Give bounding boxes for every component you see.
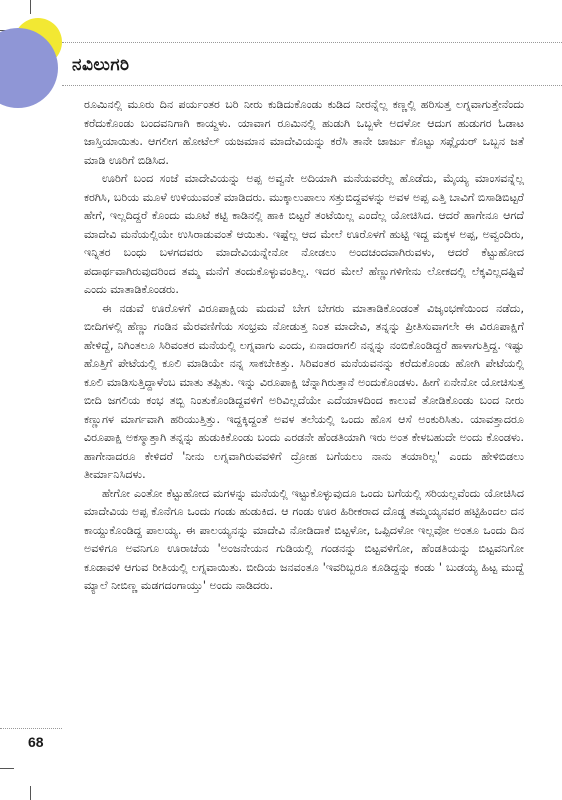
running-head: ನವಿಲುಗರಿ xyxy=(72,55,130,75)
page-number: 68 xyxy=(28,734,44,750)
header-rule-bottom xyxy=(62,85,562,86)
crop-mark-bottom-left xyxy=(30,786,31,800)
paragraph-4: ಹೇಗೋ ಎಂತೋ ಕೆಟ್ಟುಹೋದ ಮಗಳನ್ನು ಮನೆಯಲ್ಲಿ ಇಟ್ಟುಕೊಳ್ಳುವುದೂ ಒಂದು ಬಗೆಯಲ್ಲಿ ಸರಿಯಲ್ಲವೆಂದು ಯೋಚಿಸಿದ ಮಾದೇವಿಯ ಅಪ್ಪ ಕೊನೆಗೂ ಒಂದು ಗಂಡು ಹುಡುಕಿದ. ಆ ಗಂಡು ಊರ ಹಿರೀಕರಾದ ದೊಡ್ಡ ತಮ್ಮಯ್ಯನವರ ಹಟ್ಟಿಹಿಂದಲ ದನ ಕಾಯ್ದುಕೊಂಡಿದ್ದ ಪಾಲಯ್ಯ. ಈ ಪಾಲಯ್ಯನನ್ನು ಮಾದೇವಿ ನೋಡಿದಾಕೆ ಬಿಟ್ಟಳೋ, ಒಪ್ಪಿದಳೋ ಇಲ್ಲವೋ ಅಂತೂ ಒಂದು ದಿನ ಅವಳಿಗೂ ಅವನಿಗೂ ಊರಾಚೆಯ 'ಅಂಜನೇಯನ ಗುಡಿಯಲ್ಲಿ ಗಂಡನನ್ನು ಬಿಟ್ಟವಳಿಗೋ, ಹೆಂಡತಿಯನ್ನು ಬಿಟ್ಟವನಿಗೋ ಕೂಡಾವಳಿ ಆಗುವ ರೀತಿಯಲ್ಲಿ ಲಗ್ನವಾಯಿತು. ಬೀದಿಯ ಜನವಂತೂ 'ಇವರಿಬ್ಬರೂ ಕೂಡಿದ್ದನ್ನು ಕಂಡು ' ಬುಡಯ್ಯ ಹಿಟ್ಟ ಮುದ್ದೆ ಮ್ಯಾಲೆ ನೀಬಿಣ್ಣ ಮಡಗದಂಗಾಯ್ತು' ಅಂದು ನಾಡಿದರು. xyxy=(84,486,524,592)
paragraph-3: ಈ ನಡುವೆ ಊರೊಳಗೆ ವಿರೂಪಾಕ್ಷಿಯ ಮದುವೆ ಬೇಗ ಬೇಗರು ಮಾತಾಡಿಕೊಂಡಂತೆ ವಿಜೃಂಭಣೆಯಿಂದ ನಡೆದು, ಬೀದಿಗಳಲ್ಲಿ ಹೆಣ್ಣು ಗಂಡಿನ ಮೆರವಣಿಗೆಯ ಸಂಭ್ರಮ ನೋಡುತ್ತ ನಿಂತ ಮಾದೇವಿ, ತನ್ನನ್ನು ಪ್ರೀತಿಸುವಾಗಲೇ ಈ ವಿರೂಪಾಕ್ಷಿಗೆ ಹೇಳಿದ್ದೆ, ನಿಗಿಂತಲೂ ಸಿರಿವಂತರ ಮನೆಯಲ್ಲಿ ಲಗ್ನವಾಗು ಎಂದು, ಏನಾದರಾಗಲಿ ನನ್ನನ್ನು ನಂಬಿಕೊಂಡಿದ್ದರೆ ಹಾಳಾಗುತ್ತಿದ್ದ. ಇಷ್ಟು ಹೊತ್ತಿಗೆ ಪೇಟೆಯಲ್ಲಿ ಕೂಲಿ ಮಾಡಿಯೇ ನನ್ನ ಸಾಕಬೇಕಿತ್ತು. ಸಿರಿವಂತರ ಮನೆಯವನನ್ನು ಕರೆದುಕೊಂಡು ಹೋಗಿ ಪೇಟೆಯಲ್ಲಿ ಕೂಲಿ ಮಾಡಿಸುತ್ತಿದ್ದಾಳೆಂಬ ಮಾತು ತಪ್ಪಿತು. ಇನ್ನು ವಿರೂಪಾಕ್ಷಿ ಚೆನ್ನಾಗಿರುತ್ತಾನೆ ಅಂದುಕೊಂಡಳು. ಹೀಗೆ ಏನೇನೋ ಯೋಚಿಸುತ್ತ ಬೀದಿ ಜಗಲಿಯ ಕಂಭ ತಬ್ಬಿ ನಿಂತುಕೊಂಡಿದ್ದವಳಿಗೆ ಅರಿವಿಲ್ಲದೆಯೇ ಎದೆಯಾಳದಿಂದ ಕಾಲುವೆ ತೋಡಿಕೊಂಡು ಬಂದ ನೀರು ಕಣ್ಣುಗಳ ಮಾರ್ಗವಾಗಿ ಹರಿಯುತ್ತಿತ್ತು. ಇದ್ದಕ್ಕಿದ್ದಂತೆ ಅವಳ ತಲೆಯಲ್ಲಿ ಒಂದು ಹೊಸ ಆಸೆ ಅಂಕುರಿಸಿತು. ಯಾವತ್ತಾದರೂ ವಿರೂಪಾಕ್ಷಿ ಅಕಸ್ಮಾತ್ತಾಗಿ ತನ್ನನ್ನು ಹುಡುಕಿಕೊಂಡು ಬಂದು ಎರಡನೇ ಹೆಂಡತಿಯಾಗಿ ಇರು ಅಂತ ಕೇಳಬಹುದೇ ಅಂದು ಕೊಂಡಳು. ಹಾಗೇನಾದರೂ ಕೇಳಿದರೆ 'ನೀನು ಲಗ್ನವಾಗಿರುವವಳಿಗೆ ದ್ರೋಹ ಬಗೆಯಲು ನಾನು ತಯಾರಿಲ್ಲ' ಎಂದು ಹೇಳಿಬಿಡಲು ತೀರ್ಮಾನಿಸಿದಳು. xyxy=(84,301,524,481)
header-rule xyxy=(62,42,562,43)
paragraph-1: ರೂಮಿನಲ್ಲಿ ಮೂರು ದಿನ ಪರ್ಯಂತರ ಬರಿ ನೀರು ಕುಡಿದುಕೊಂಡು ಕುಡಿದ ನೀರನ್ನೆಲ್ಲ ಕಣ್ಣಲ್ಲಿ ಹರಿಸುತ್ತ ಲಗ್ನವಾಗುತ್ತೇನೆಂದು ಕರೆದುಕೊಂಡು ಬಂದವನಿಗಾಗಿ ಕಾಯ್ದಳು. ಯಾವಾಗ ರೂಮಿನಲ್ಲಿ ಹುಡುಗಿ ಒಬ್ಬಳೇ ಅದಳೋ ಆದುಗ ಹುಡುಗರ ಓಡಾಟ ಜಾಸ್ತಿಯಾಯಿತು. ಆಗಲೀಗ ಹೋಟೆಲ್ ಯಜಮಾನ ಮಾದೇವಿಯನ್ನು ಕರೆಸಿ ತಾನೇ ಚಾರ್ಜು ಕೊಟ್ಟು ಸಪ್ಲೈಯರ್ ಒಬ್ಬನ ಜತೆ ಮಾಡಿ ಊರಿಗೆ ಬಿಡಿಸಿದ. xyxy=(84,98,524,167)
crop-mark-bottom-left-horizontal xyxy=(0,768,14,769)
folio-rule xyxy=(0,728,62,729)
body-text xyxy=(84,96,524,596)
paragraph-2: ಊರಿಗೆ ಬಂದ ಸಂಜೆ ಮಾದೇವಿಯನ್ನು ಅಪ್ಪ ಅವ್ವನೇ ಅದಿಯಾಗಿ ಮನೆಯವರೆಲ್ಲ ಹೊಡೆದು, ಮೈಯ್ಯ ಮಾಂಸವನ್ನೆಲ್ಲ ಕರಗಿಸಿ, ಬರಿಯ ಮೂಳೆ ಉಳಿಯುವಂತೆ ಮಾಡಿದರು. ಮುಕ್ಕಾಲುಪಾಲು ಸತ್ತುಬಿದ್ದವಳನ್ನು ಅವಳ ಅಪ್ಪ ಎತ್ತಿ ಬಾವಿಗೆ ಬಿಸಾಡಿಬಿಟ್ಟರೆ ಹೇಗೆ, ಇಲ್ಲದಿದ್ದರೆ ಕೊಂದು ಮೂಟೆ ಕಟ್ಟಿ ಕಾಡಿನಲ್ಲಿ ಹಾಕಿ ಬಿಟ್ಟರೆ ತಂಟೆಯಿಲ್ಲ ಎಂದೆಲ್ಲ ಯೋಚಿಸಿದ. ಆದರೆ ಹಾಗೇನೂ ಆಗದೆ ಮಾದೇವಿ ಮನೆಯಲ್ಲಿಯೇ ಉಸಿರಾಡುವಂತೆ ಆಯಿತು. ಇಷ್ಟೆಲ್ಲ ಆದ ಮೇಲೆ ಊರೊಳಗೆ ಹುಟ್ಟಿ ಇದ್ದ ಮಕ್ಕಳ ಅಪ್ಪ, ಅವ್ವಂದಿರು, ಇನ್ನಿತರ ಬಂಧು ಬಳಗದವರು ಮಾದೇವಿಯನ್ನೇನೋ ನೋಡಲು ಅಂದಚಂದವಾಗಿರುವಳು, ಆದರೆ ಕೆಟ್ಟುಹೋದ ಪದಾರ್ಥವಾಗಿರುವುದರಿಂದ ತಮ್ಮ ಮನೆಗೆ ತಂದುಕೊಳ್ಳುವಂತಿಲ್ಲ. ಇದರ ಮೇಲೆ ಹೆಣ್ಣುಗಳಿಗೇನು ಲೋಕದಲ್ಲಿ ಲೆಕ್ಕವಿಲ್ಲದಷ್ಟಿವೆ ಎಂದು ಮಾತಾಡಿಕೊಂಡರು. xyxy=(84,172,524,296)
decorative-circles xyxy=(0,0,70,110)
